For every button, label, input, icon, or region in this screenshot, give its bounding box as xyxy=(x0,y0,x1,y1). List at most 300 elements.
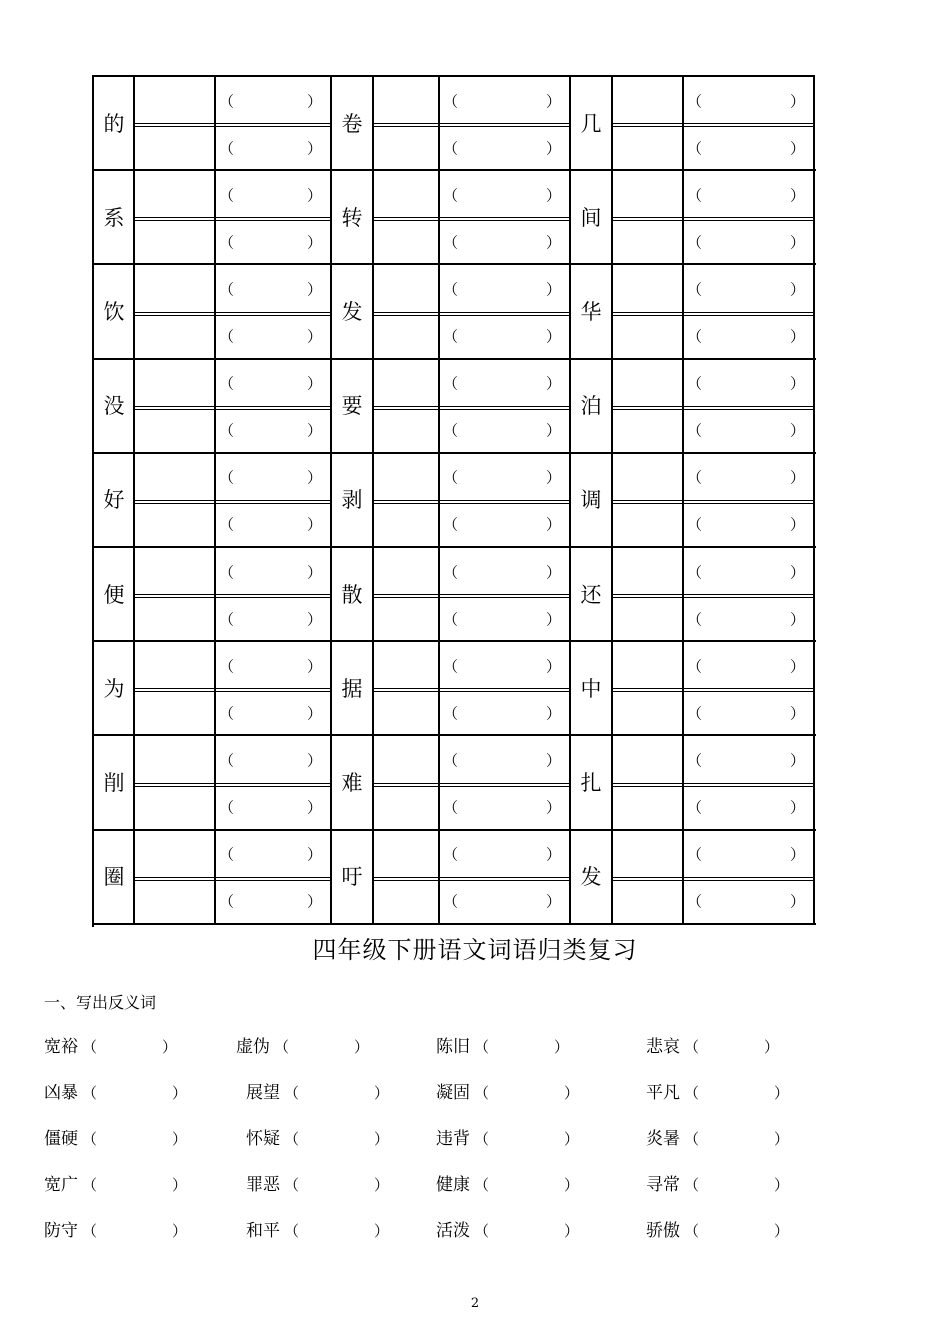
open-paren: （ xyxy=(687,704,703,723)
close-paren: ） xyxy=(307,421,323,440)
antonym-item xyxy=(44,1216,214,1246)
polyphone-character: 中 xyxy=(580,676,602,701)
open-paren: （ xyxy=(687,468,703,487)
polyphone-character: 圈 xyxy=(103,865,125,890)
close-paren: ） xyxy=(307,280,323,299)
pinyin-blank[interactable] xyxy=(373,265,439,312)
word-blank[interactable] xyxy=(683,218,814,265)
open-paren: （ xyxy=(82,1176,98,1194)
antonym-item xyxy=(246,1170,416,1200)
pinyin-blank[interactable] xyxy=(134,501,215,548)
pinyin-blank[interactable] xyxy=(373,831,439,878)
pinyin-blank[interactable] xyxy=(373,736,439,783)
close-paren: ） xyxy=(790,280,806,299)
close-paren: ） xyxy=(374,1176,390,1194)
open-paren: （ xyxy=(684,1038,700,1056)
pinyin-blank[interactable] xyxy=(134,407,215,454)
polyphone-table xyxy=(92,75,814,927)
pinyin-blank[interactable] xyxy=(134,171,215,218)
word-blank[interactable] xyxy=(215,265,331,312)
antonym-word: 悲哀 xyxy=(646,1037,680,1057)
answer-blank[interactable] xyxy=(304,1124,364,1154)
close-paren: ） xyxy=(790,92,806,111)
answer-blank[interactable] xyxy=(704,1216,764,1246)
pinyin-blank[interactable] xyxy=(134,313,215,360)
close-paren: ） xyxy=(564,1084,580,1102)
open-paren: （ xyxy=(443,327,459,346)
open-paren: （ xyxy=(687,139,703,158)
pinyin-blank[interactable] xyxy=(612,454,683,501)
open-paren: （ xyxy=(474,1038,490,1056)
close-paren: ） xyxy=(546,845,562,864)
pinyin-blank[interactable] xyxy=(134,642,215,689)
antonym-word: 炎暑 xyxy=(646,1129,680,1149)
answer-blank[interactable] xyxy=(704,1170,764,1200)
open-paren: （ xyxy=(219,892,235,911)
open-paren: （ xyxy=(284,1176,300,1194)
polyphone-character: 发 xyxy=(580,865,602,890)
word-blank[interactable] xyxy=(215,642,331,689)
open-paren: （ xyxy=(82,1130,98,1148)
open-paren: （ xyxy=(687,421,703,440)
polyphone-character: 的 xyxy=(103,111,125,136)
polyphone-character: 泊 xyxy=(580,394,602,419)
open-paren: （ xyxy=(687,610,703,629)
close-paren: ） xyxy=(546,92,562,111)
open-paren: （ xyxy=(219,374,235,393)
close-paren: ） xyxy=(307,751,323,770)
close-paren: ） xyxy=(546,280,562,299)
open-paren: （ xyxy=(687,186,703,205)
word-blank[interactable] xyxy=(215,124,331,171)
pinyin-blank[interactable] xyxy=(612,265,683,312)
close-paren: ） xyxy=(546,704,562,723)
antonym-word: 僵硬 xyxy=(44,1129,78,1149)
pinyin-blank[interactable] xyxy=(373,218,439,265)
word-blank[interactable] xyxy=(683,171,814,218)
pinyin-blank[interactable] xyxy=(373,124,439,171)
open-paren: （ xyxy=(219,515,235,534)
word-blank[interactable] xyxy=(439,124,570,171)
word-blank[interactable] xyxy=(439,171,570,218)
close-paren: ） xyxy=(790,798,806,817)
polyphone-character: 为 xyxy=(103,676,125,701)
pinyin-blank[interactable] xyxy=(612,360,683,407)
close-paren: ） xyxy=(307,92,323,111)
pinyin-blank[interactable] xyxy=(134,784,215,831)
word-blank[interactable] xyxy=(215,218,331,265)
pinyin-blank[interactable] xyxy=(373,77,439,124)
answer-blank[interactable] xyxy=(102,1078,162,1108)
close-paren: ） xyxy=(564,1130,580,1148)
open-paren: （ xyxy=(219,468,235,487)
word-blank[interactable] xyxy=(439,218,570,265)
answer-blank[interactable] xyxy=(704,1032,764,1062)
antonym-item xyxy=(44,1170,214,1200)
answer-blank[interactable] xyxy=(494,1216,554,1246)
answer-blank[interactable] xyxy=(704,1078,764,1108)
close-paren: ） xyxy=(790,327,806,346)
open-paren: （ xyxy=(274,1038,290,1056)
close-paren: ） xyxy=(790,233,806,252)
antonym-item xyxy=(246,1078,416,1108)
close-paren: ） xyxy=(564,1222,580,1240)
antonym-item xyxy=(436,1124,606,1154)
open-paren: （ xyxy=(687,845,703,864)
open-paren: （ xyxy=(443,186,459,205)
antonym-word: 虚伪 xyxy=(236,1037,270,1057)
open-paren: （ xyxy=(219,421,235,440)
close-paren: ） xyxy=(546,186,562,205)
pinyin-blank[interactable] xyxy=(134,124,215,171)
open-paren: （ xyxy=(684,1130,700,1148)
open-paren: （ xyxy=(219,280,235,299)
word-blank[interactable] xyxy=(439,878,570,925)
open-paren: （ xyxy=(443,704,459,723)
close-paren: ） xyxy=(354,1038,370,1056)
word-blank[interactable] xyxy=(683,784,814,831)
pinyin-blank[interactable] xyxy=(612,548,683,595)
word-blank[interactable] xyxy=(215,313,331,360)
pinyin-blank[interactable] xyxy=(612,784,683,831)
open-paren: （ xyxy=(687,515,703,534)
word-blank[interactable] xyxy=(439,501,570,548)
close-paren: ） xyxy=(774,1176,790,1194)
polyphone-character: 卷 xyxy=(341,111,363,136)
answer-blank[interactable] xyxy=(704,1124,764,1154)
page-number: 2 xyxy=(470,1296,480,1311)
close-paren: ） xyxy=(172,1130,188,1148)
open-paren: （ xyxy=(687,327,703,346)
open-paren: （ xyxy=(474,1084,490,1102)
word-blank[interactable] xyxy=(683,360,814,407)
open-paren: （ xyxy=(443,751,459,770)
answer-blank[interactable] xyxy=(294,1032,354,1062)
polyphone-character: 还 xyxy=(580,582,602,607)
open-paren: （ xyxy=(219,186,235,205)
pinyin-blank[interactable] xyxy=(134,736,215,783)
pinyin-blank[interactable] xyxy=(612,831,683,878)
close-paren: ） xyxy=(307,704,323,723)
open-paren: （ xyxy=(443,280,459,299)
pinyin-blank[interactable] xyxy=(373,454,439,501)
word-blank[interactable] xyxy=(215,501,331,548)
antonym-item xyxy=(436,1078,606,1108)
open-paren: （ xyxy=(219,610,235,629)
word-blank[interactable] xyxy=(439,784,570,831)
pinyin-blank[interactable] xyxy=(373,595,439,642)
close-paren: ） xyxy=(546,421,562,440)
close-paren: ） xyxy=(546,657,562,676)
word-blank[interactable] xyxy=(215,878,331,925)
pinyin-blank[interactable] xyxy=(134,360,215,407)
answer-blank[interactable] xyxy=(494,1124,554,1154)
close-paren: ） xyxy=(790,610,806,629)
word-blank[interactable] xyxy=(683,77,814,124)
antonym-word: 怀疑 xyxy=(246,1129,280,1149)
antonym-item xyxy=(646,1032,816,1062)
open-paren: （ xyxy=(684,1222,700,1240)
word-blank[interactable] xyxy=(439,265,570,312)
open-paren: （ xyxy=(284,1130,300,1148)
word-blank[interactable] xyxy=(683,313,814,360)
pinyin-blank[interactable] xyxy=(612,642,683,689)
word-blank[interactable] xyxy=(439,313,570,360)
antonym-item xyxy=(436,1170,606,1200)
pinyin-blank[interactable] xyxy=(134,831,215,878)
section-heading-antonyms: 一、写出反义词 xyxy=(44,993,157,1012)
pinyin-blank[interactable] xyxy=(373,313,439,360)
word-blank[interactable] xyxy=(439,595,570,642)
open-paren: （ xyxy=(474,1130,490,1148)
word-blank[interactable] xyxy=(215,831,331,878)
pinyin-blank[interactable] xyxy=(373,642,439,689)
polyphone-character: 好 xyxy=(103,488,125,513)
pinyin-blank[interactable] xyxy=(134,878,215,925)
open-paren: （ xyxy=(284,1222,300,1240)
pinyin-blank[interactable] xyxy=(612,407,683,454)
word-blank[interactable] xyxy=(439,642,570,689)
open-paren: （ xyxy=(687,233,703,252)
word-blank[interactable] xyxy=(683,689,814,736)
pinyin-blank[interactable] xyxy=(612,171,683,218)
close-paren: ） xyxy=(307,610,323,629)
pinyin-blank[interactable] xyxy=(134,454,215,501)
open-paren: （ xyxy=(687,751,703,770)
pinyin-blank[interactable] xyxy=(134,595,215,642)
answer-blank[interactable] xyxy=(102,1032,162,1062)
open-paren: （ xyxy=(684,1084,700,1102)
close-paren: ） xyxy=(790,421,806,440)
antonym-item xyxy=(236,1032,406,1062)
open-paren: （ xyxy=(687,563,703,582)
word-blank[interactable] xyxy=(683,454,814,501)
polyphone-character: 间 xyxy=(580,205,602,230)
open-paren: （ xyxy=(443,798,459,817)
open-paren: （ xyxy=(687,374,703,393)
pinyin-blank[interactable] xyxy=(612,218,683,265)
pinyin-blank[interactable] xyxy=(373,548,439,595)
close-paren: ） xyxy=(172,1084,188,1102)
open-paren: （ xyxy=(443,657,459,676)
open-paren: （ xyxy=(443,468,459,487)
polyphone-character: 便 xyxy=(103,582,125,607)
close-paren: ） xyxy=(307,845,323,864)
close-paren: ） xyxy=(546,610,562,629)
polyphone-character: 没 xyxy=(103,394,125,419)
close-paren: ） xyxy=(307,186,323,205)
pinyin-blank[interactable] xyxy=(373,784,439,831)
close-paren: ） xyxy=(546,563,562,582)
word-blank[interactable] xyxy=(215,595,331,642)
pinyin-blank[interactable] xyxy=(373,878,439,925)
word-blank[interactable] xyxy=(683,831,814,878)
antonym-word: 凝固 xyxy=(436,1083,470,1103)
pinyin-blank[interactable] xyxy=(373,689,439,736)
word-blank[interactable] xyxy=(439,689,570,736)
close-paren: ） xyxy=(307,139,323,158)
open-paren: （ xyxy=(219,233,235,252)
open-paren: （ xyxy=(82,1084,98,1102)
open-paren: （ xyxy=(687,892,703,911)
pinyin-blank[interactable] xyxy=(134,689,215,736)
polyphone-character: 发 xyxy=(341,299,363,324)
open-paren: （ xyxy=(443,515,459,534)
answer-blank[interactable] xyxy=(494,1078,554,1108)
close-paren: ） xyxy=(162,1038,178,1056)
word-blank[interactable] xyxy=(683,407,814,454)
close-paren: ） xyxy=(546,327,562,346)
antonym-item xyxy=(246,1216,416,1246)
pinyin-blank[interactable] xyxy=(612,124,683,171)
word-blank[interactable] xyxy=(683,124,814,171)
antonym-item xyxy=(44,1124,214,1154)
close-paren: ） xyxy=(764,1038,780,1056)
word-blank[interactable] xyxy=(683,548,814,595)
answer-blank[interactable] xyxy=(102,1170,162,1200)
pinyin-blank[interactable] xyxy=(134,218,215,265)
pinyin-blank[interactable] xyxy=(612,736,683,783)
close-paren: ） xyxy=(374,1084,390,1102)
antonym-word: 骄傲 xyxy=(646,1221,680,1241)
close-paren: ） xyxy=(790,374,806,393)
antonym-word: 凶暴 xyxy=(44,1083,78,1103)
polyphone-character: 难 xyxy=(341,770,363,795)
pinyin-blank[interactable] xyxy=(612,878,683,925)
close-paren: ） xyxy=(554,1038,570,1056)
pinyin-blank[interactable] xyxy=(134,548,215,595)
word-blank[interactable] xyxy=(439,736,570,783)
close-paren: ） xyxy=(790,845,806,864)
open-paren: （ xyxy=(443,421,459,440)
open-paren: （ xyxy=(219,704,235,723)
word-blank[interactable] xyxy=(439,360,570,407)
answer-blank[interactable] xyxy=(304,1078,364,1108)
close-paren: ） xyxy=(774,1084,790,1102)
word-blank[interactable] xyxy=(439,407,570,454)
open-paren: （ xyxy=(219,563,235,582)
answer-blank[interactable] xyxy=(304,1170,364,1200)
pinyin-blank[interactable] xyxy=(373,171,439,218)
close-paren: ） xyxy=(790,704,806,723)
pinyin-blank[interactable] xyxy=(612,313,683,360)
word-blank[interactable] xyxy=(215,360,331,407)
open-paren: （ xyxy=(443,233,459,252)
antonym-item xyxy=(436,1216,606,1246)
pinyin-blank[interactable] xyxy=(612,77,683,124)
antonym-word: 平凡 xyxy=(646,1083,680,1103)
antonym-item xyxy=(646,1216,816,1246)
polyphone-character: 扎 xyxy=(580,770,602,795)
word-blank[interactable] xyxy=(683,595,814,642)
pinyin-blank[interactable] xyxy=(612,501,683,548)
answer-blank[interactable] xyxy=(102,1124,162,1154)
antonym-word: 罪恶 xyxy=(246,1175,280,1195)
pinyin-blank[interactable] xyxy=(373,360,439,407)
pinyin-blank[interactable] xyxy=(373,407,439,454)
open-paren: （ xyxy=(219,139,235,158)
close-paren: ） xyxy=(790,186,806,205)
open-paren: （ xyxy=(474,1222,490,1240)
word-blank[interactable] xyxy=(439,454,570,501)
word-blank[interactable] xyxy=(215,454,331,501)
word-blank[interactable] xyxy=(439,548,570,595)
word-blank[interactable] xyxy=(683,878,814,925)
close-paren: ） xyxy=(307,798,323,817)
open-paren: （ xyxy=(687,798,703,817)
word-blank[interactable] xyxy=(683,642,814,689)
answer-blank[interactable] xyxy=(102,1216,162,1246)
word-blank[interactable] xyxy=(683,736,814,783)
pinyin-blank[interactable] xyxy=(134,265,215,312)
close-paren: ） xyxy=(546,374,562,393)
polyphone-character: 吁 xyxy=(341,865,363,890)
close-paren: ） xyxy=(172,1176,188,1194)
close-paren: ） xyxy=(790,468,806,487)
close-paren: ） xyxy=(546,468,562,487)
answer-blank[interactable] xyxy=(494,1032,554,1062)
polyphone-character: 剥 xyxy=(341,488,363,513)
close-paren: ） xyxy=(790,139,806,158)
word-blank[interactable] xyxy=(215,407,331,454)
word-blank[interactable] xyxy=(439,831,570,878)
antonym-word: 宽裕 xyxy=(44,1037,78,1057)
word-blank[interactable] xyxy=(215,689,331,736)
antonym-word: 寻常 xyxy=(646,1175,680,1195)
antonym-item xyxy=(646,1124,816,1154)
word-blank[interactable] xyxy=(215,736,331,783)
antonym-word: 陈旧 xyxy=(436,1037,470,1057)
close-paren: ） xyxy=(307,657,323,676)
open-paren: （ xyxy=(687,280,703,299)
pinyin-blank[interactable] xyxy=(612,689,683,736)
close-paren: ） xyxy=(546,798,562,817)
close-paren: ） xyxy=(307,233,323,252)
close-paren: ） xyxy=(307,563,323,582)
word-blank[interactable] xyxy=(215,171,331,218)
polyphone-character: 调 xyxy=(580,488,602,513)
answer-blank[interactable] xyxy=(304,1216,364,1246)
answer-blank[interactable] xyxy=(494,1170,554,1200)
word-blank[interactable] xyxy=(439,77,570,124)
pinyin-blank[interactable] xyxy=(134,77,215,124)
polyphone-character: 散 xyxy=(341,582,363,607)
word-blank[interactable] xyxy=(215,548,331,595)
polyphone-character: 转 xyxy=(341,205,363,230)
word-blank[interactable] xyxy=(683,501,814,548)
open-paren: （ xyxy=(219,845,235,864)
word-blank[interactable] xyxy=(215,784,331,831)
close-paren: ） xyxy=(790,563,806,582)
close-paren: ） xyxy=(172,1222,188,1240)
antonym-word: 活泼 xyxy=(436,1221,470,1241)
antonym-word: 防守 xyxy=(44,1221,78,1241)
open-paren: （ xyxy=(684,1176,700,1194)
close-paren: ） xyxy=(307,515,323,534)
open-paren: （ xyxy=(443,92,459,111)
open-paren: （ xyxy=(474,1176,490,1194)
polyphone-character: 系 xyxy=(103,205,125,230)
antonym-item xyxy=(44,1032,214,1062)
word-blank[interactable] xyxy=(683,265,814,312)
open-paren: （ xyxy=(443,892,459,911)
pinyin-blank[interactable] xyxy=(612,595,683,642)
word-blank[interactable] xyxy=(215,77,331,124)
close-paren: ） xyxy=(564,1176,580,1194)
pinyin-blank[interactable] xyxy=(373,501,439,548)
antonym-word: 违背 xyxy=(436,1129,470,1149)
close-paren: ） xyxy=(774,1222,790,1240)
